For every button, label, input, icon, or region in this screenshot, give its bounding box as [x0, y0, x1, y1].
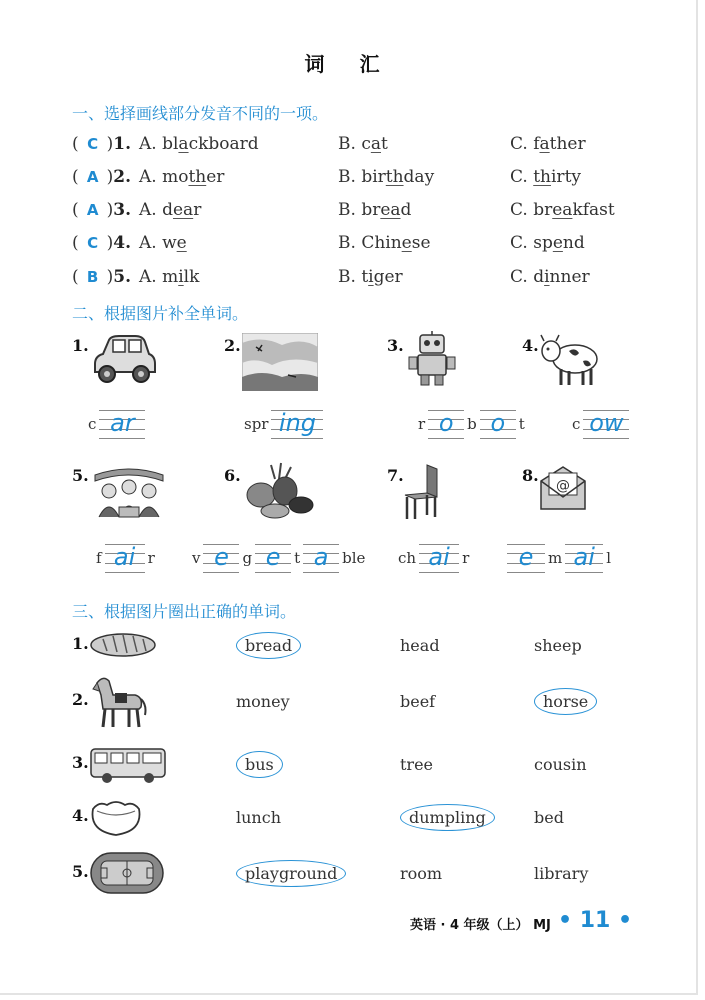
option-word-start: c [361, 134, 371, 154]
option-word-start: Chin [361, 233, 402, 253]
option-word-start: w [162, 233, 177, 253]
option-label: B. [338, 233, 356, 253]
item-number: 7. [387, 466, 404, 485]
option-c [510, 200, 615, 220]
option-label: A. [139, 200, 157, 220]
word-option: money [236, 692, 290, 711]
left-paren: ( [72, 167, 79, 187]
circled-answer-word: playground [236, 860, 346, 887]
question-number [72, 267, 131, 287]
section1-heading: 一、选择画线部分发音不同的一项。 [72, 104, 329, 123]
underlined-letters: e [176, 233, 187, 253]
robot-icon [404, 330, 460, 388]
given-letters: r [418, 415, 426, 433]
option-a [139, 267, 199, 287]
option-word-start: bir [361, 167, 386, 187]
answer-letter: B [86, 268, 99, 286]
section2-heading: 二、根据图片补全单词。 [72, 304, 249, 323]
option-word-end: nner [549, 267, 590, 287]
handwritten-answer: e [518, 543, 534, 571]
answer-blank [583, 404, 629, 444]
underlined-letters: a [539, 134, 550, 154]
option-label: B. [338, 134, 356, 154]
option-a [139, 167, 224, 187]
option-word-end: ger [373, 267, 403, 287]
option-label: A. [139, 233, 157, 253]
bread-icon [88, 630, 158, 660]
answer-blank [99, 404, 145, 444]
option-word-start: t [361, 267, 369, 287]
option-b [338, 233, 431, 253]
word-option: room [400, 864, 443, 883]
left-paren: ( [72, 134, 79, 154]
bus-icon [88, 744, 168, 786]
page-title: 词 汇 [304, 52, 394, 76]
option-label: C. [510, 233, 528, 253]
option-word-start: br [361, 200, 381, 220]
item-number: 4. [522, 336, 539, 355]
underlined-letters: i [544, 267, 550, 287]
car-icon [88, 330, 158, 385]
option-word-start: d [533, 267, 545, 287]
question-index: 5. [113, 267, 132, 287]
answer-blank [565, 538, 603, 578]
answer-letter: C [87, 135, 99, 153]
option-word-end: se [411, 233, 431, 253]
option-word-end: er [206, 167, 225, 187]
given-letters: ch [398, 549, 417, 567]
question-index: 3. [113, 200, 132, 220]
fair-crowd-icon [90, 460, 168, 524]
cow-icon [538, 330, 602, 390]
option-word-end: kfast [572, 200, 615, 220]
handwritten-answer: ai [573, 543, 595, 571]
left-paren: ( [72, 267, 79, 287]
word-option: head [400, 636, 440, 655]
handwritten-answer: e [265, 543, 281, 571]
word-option: library [534, 864, 589, 883]
option-word-start: bl [162, 134, 179, 154]
row-number: 4. [72, 806, 89, 825]
underlined-letters: e [552, 233, 563, 253]
fill-word [192, 538, 365, 578]
item-number: 5. [72, 466, 89, 485]
option-a [139, 134, 259, 154]
option-c [510, 267, 590, 287]
handwritten-answer: o [490, 409, 506, 437]
option-a [139, 233, 187, 253]
option-word-start: m [162, 267, 179, 287]
given-letters: r [147, 549, 155, 567]
answer-blank [507, 538, 545, 578]
option-word-end: lk [183, 267, 200, 287]
handwritten-answer: a [313, 543, 329, 571]
circled-answer-word: bread [236, 632, 301, 659]
answer-blank [271, 404, 323, 444]
chair-icon [400, 462, 442, 522]
answer-blank [255, 538, 291, 578]
question-index: 4. [113, 233, 132, 253]
option-b [338, 134, 388, 154]
given-letters: spr [244, 415, 269, 433]
option-word-start: mo [162, 167, 189, 187]
vegetables-icon [240, 460, 316, 522]
playground-icon [88, 850, 166, 896]
option-word-end: day [403, 167, 435, 187]
given-letters: t [518, 415, 525, 433]
given-letters: c [88, 415, 97, 433]
fill-word [418, 404, 525, 444]
right-paren: ) [106, 233, 114, 253]
question-number [72, 233, 131, 253]
given-letters: ble [342, 549, 366, 567]
row-number: 5. [72, 862, 89, 881]
right-paren: ) [106, 267, 114, 287]
option-label: A. [139, 267, 157, 287]
answer-blank [105, 538, 145, 578]
underlined-letters: i [368, 267, 374, 287]
row-number: 3. [72, 753, 89, 772]
fill-word [244, 404, 326, 444]
circled-answer-word: dumpling [400, 804, 495, 831]
answer-letter: A [86, 168, 99, 186]
row-number: 2. [72, 690, 89, 709]
option-label: C. [510, 267, 528, 287]
question-index: 1. [113, 134, 132, 154]
email-icon [538, 462, 588, 514]
option-label: B. [338, 200, 356, 220]
option-word-start: sp [533, 233, 553, 253]
answer-letter: C [87, 234, 99, 252]
fill-word [572, 404, 632, 444]
handwritten-answer: e [214, 543, 229, 571]
answer-blank [480, 404, 516, 444]
word-option: sheep [534, 636, 582, 655]
handwritten-answer: ai [428, 543, 450, 571]
word-option: beef [400, 692, 436, 711]
right-paren: ) [106, 200, 114, 220]
handwritten-answer: ai [113, 543, 136, 571]
circled-answer-word: horse [534, 688, 597, 715]
option-b [338, 267, 403, 287]
question-number [72, 167, 131, 187]
option-c [510, 233, 585, 253]
item-number: 1. [72, 336, 89, 355]
right-paren: ) [106, 134, 114, 154]
left-paren: ( [72, 200, 79, 220]
answer-blank [203, 538, 239, 578]
option-label: A. [139, 134, 157, 154]
fill-word [88, 404, 148, 444]
option-word-end: t [380, 134, 388, 154]
option-label: B. [338, 267, 356, 287]
given-letters: m [548, 549, 563, 567]
underlined-letters: th [385, 167, 404, 187]
option-label: C. [510, 167, 528, 187]
option-a [139, 200, 201, 220]
underlined-letters: a [370, 134, 381, 154]
option-word-end: ckboard [188, 134, 259, 154]
answer-blank [428, 404, 464, 444]
given-letters: c [572, 415, 581, 433]
given-letters: l [606, 549, 612, 567]
handwritten-answer: ing [278, 409, 317, 437]
underlined-letters: ea [380, 200, 401, 220]
answer-letter: A [86, 201, 99, 219]
fill-word [398, 538, 469, 578]
option-word-end: ther [549, 134, 586, 154]
svg-text:@: @ [556, 478, 570, 494]
given-letters: r [462, 549, 470, 567]
circled-answer-word: bus [236, 751, 283, 778]
option-word-end: irty [551, 167, 581, 187]
left-paren: ( [72, 233, 79, 253]
underlined-letters: e [401, 233, 412, 253]
option-word-start: br [533, 200, 553, 220]
handwritten-answer: ow [589, 409, 624, 437]
dumpling-icon [88, 796, 144, 838]
item-number: 3. [387, 336, 404, 355]
underlined-letters: th [188, 167, 207, 187]
handwritten-answer: o [438, 409, 454, 437]
question-number [72, 134, 131, 154]
option-label: A. [139, 167, 157, 187]
option-word-end: r [193, 200, 202, 220]
option-word-start: f [533, 134, 540, 154]
word-option: tree [400, 755, 434, 774]
option-label: C. [510, 200, 528, 220]
word-option: lunch [236, 808, 281, 827]
item-number: 6. [224, 466, 241, 485]
underlined-letters: th [533, 167, 551, 187]
word-option: bed [534, 808, 564, 827]
underlined-letters: a [178, 134, 189, 154]
option-c [510, 134, 586, 154]
item-number: 2. [224, 336, 241, 355]
option-word-start: d [162, 200, 173, 220]
answer-blank [419, 538, 459, 578]
option-c [510, 167, 581, 187]
right-paren: ) [106, 167, 114, 187]
section3-heading: 三、根据图片圈出正确的单词。 [72, 602, 297, 621]
question-number [72, 200, 131, 220]
option-word-end: nd [562, 233, 585, 253]
option-b [338, 200, 411, 220]
option-label: B. [338, 167, 356, 187]
handwritten-answer: ar [110, 409, 135, 437]
word-option: cousin [534, 755, 587, 774]
question-index: 2. [113, 167, 132, 187]
given-letters: b [467, 415, 477, 433]
answer-blank [303, 538, 339, 578]
footer-book-info: 英语 · 4 年级（上） MJ [410, 918, 551, 933]
given-letters: v [192, 549, 201, 567]
given-letters: g [242, 549, 253, 567]
given-letters: t [294, 549, 301, 567]
option-label: C. [510, 134, 528, 154]
option-b [338, 167, 434, 187]
fill-word [504, 538, 611, 578]
underlined-letters: i [178, 267, 184, 287]
option-word-end: d [400, 200, 412, 220]
underlined-letters: ea [172, 200, 194, 220]
horse-icon [88, 672, 148, 732]
item-number: 8. [522, 466, 539, 485]
row-number: 1. [72, 634, 89, 653]
given-letters: f [96, 549, 102, 567]
spring-landscape-icon [242, 333, 318, 391]
page-number: • 11 • [558, 908, 633, 933]
fill-word [96, 538, 155, 578]
underlined-letters: ea [552, 200, 573, 220]
